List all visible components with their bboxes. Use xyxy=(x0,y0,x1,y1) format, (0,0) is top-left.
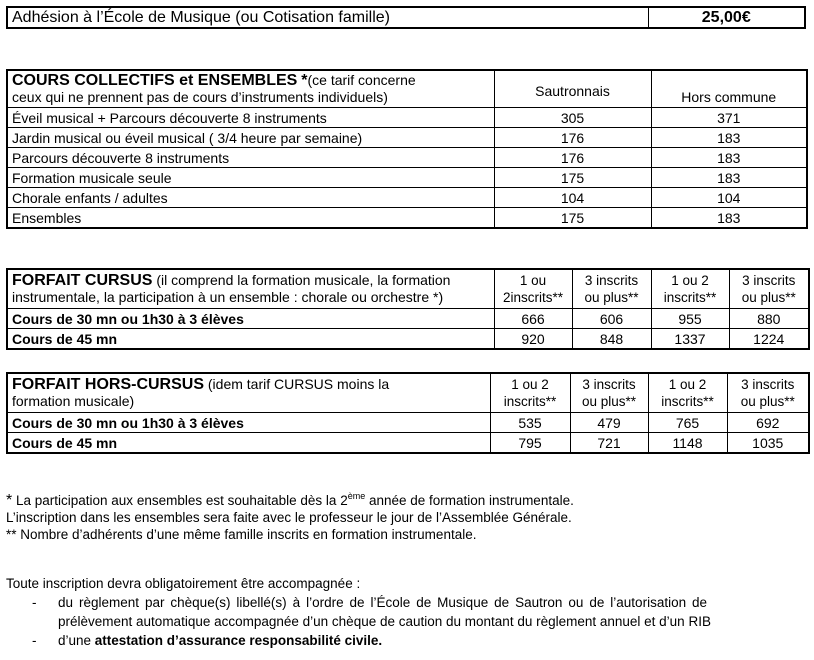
inscription-intro: Toute inscription devra obligatoirement être accompagnée : xyxy=(6,576,361,591)
price-sautronnais: 104 xyxy=(494,188,651,208)
collectifs-header xyxy=(7,70,494,108)
footnote-1 xyxy=(6,488,806,509)
adhesion-table xyxy=(6,6,806,29)
footnote-1-sup: ème xyxy=(347,491,366,501)
col-header-line2: ou plus** xyxy=(584,290,639,305)
col-header-line2: inscrits** xyxy=(661,394,714,409)
collectifs-col-sautronnais: Sautronnais xyxy=(494,70,651,108)
col-header-line1: 1 ou 2 xyxy=(668,377,707,392)
table-row xyxy=(7,433,809,454)
col-header-line2: ou plus** xyxy=(581,394,637,409)
hors-cursus-header-row xyxy=(7,373,809,413)
hors-cursus-title: FORFAIT HORS-CURSUS xyxy=(12,376,204,393)
row-label: Formation musicale seule xyxy=(7,168,494,188)
price-sautronnais: 176 xyxy=(494,128,651,148)
col-header-line1: 1 ou 2 xyxy=(671,273,709,288)
price-cell: 955 xyxy=(651,309,729,329)
hors-cursus-header xyxy=(7,373,490,413)
price-hors-commune: 371 xyxy=(651,108,807,128)
price-cell: 795 xyxy=(490,433,570,454)
footnote-1-text-a: La participation aux ensembles est souhaitable dès la 2 xyxy=(12,493,348,508)
price-cell: 1337 xyxy=(651,329,729,350)
price-sautronnais: 175 xyxy=(494,208,651,229)
collectifs-title: COURS COLLECTIFS et ENSEMBLES xyxy=(12,72,298,89)
cursus-col-header xyxy=(651,269,729,309)
table-row xyxy=(7,413,809,433)
row-label: Cours de 45 mn xyxy=(7,329,494,350)
price-cell: 1224 xyxy=(729,329,809,350)
col-header-line2: inscrits** xyxy=(663,290,717,305)
col-header-line1: 1 ou 2 xyxy=(511,377,549,392)
inscription-item-1-line-1: du règlement par chèque(s) libellé(s) à l’ordre de l’École de Musique de Sautron ou de l’autorisation de xyxy=(58,595,708,610)
inscription-section xyxy=(6,574,806,650)
col-header-line1: 3 inscrits xyxy=(742,273,796,288)
price-sautronnais: 175 xyxy=(494,168,651,188)
hors-cursus-col-header xyxy=(648,373,727,413)
cursus-title: FORFAIT CURSUS xyxy=(12,272,153,289)
row-label: Éveil musical + Parcours découverte 8 instruments xyxy=(7,108,494,128)
collectifs-star: * xyxy=(301,72,308,89)
hors-cursus-table xyxy=(6,372,810,454)
row-label: Cours de 30 mn ou 1h30 à 3 élèves xyxy=(7,413,490,433)
col-header-line1: 3 inscrits xyxy=(582,377,636,392)
table-row xyxy=(7,168,807,188)
cursus-note-a: (il comprend la formation musicale, la formation xyxy=(152,272,451,288)
hors-cursus-col-header xyxy=(490,373,570,413)
cursus-header-row xyxy=(7,269,809,309)
price-hors-commune: 183 xyxy=(651,208,807,229)
table-row xyxy=(7,329,809,350)
adhesion-row xyxy=(7,7,805,28)
table-row xyxy=(7,148,807,168)
footnote-2: L’inscription dans les ensembles sera faite avec le professeur le jour de l’Assemblée Générale. xyxy=(6,510,572,525)
cursus-table xyxy=(6,268,810,350)
col-header-line2: ou plus** xyxy=(741,290,796,305)
price-hors-commune: 183 xyxy=(651,128,807,148)
collectifs-note-1: (ce tarif concerne xyxy=(307,72,416,88)
hors-cursus-col-header xyxy=(727,373,809,413)
cursus-note-b: instrumentale, la participation à un ensemble : chorale ou orchestre *) xyxy=(12,289,444,305)
inscription-item-1-line-2: prélèvement automatique accompagnée d’un chèque de caution du montant du règlement annuel et d’un RIB xyxy=(58,614,711,629)
cursus-col-header xyxy=(494,269,572,309)
price-cell: 606 xyxy=(572,309,651,329)
price-cell: 692 xyxy=(727,413,809,433)
footnote-star: * xyxy=(6,492,13,509)
price-cell: 535 xyxy=(490,413,570,433)
col-header-line1: 1 ou xyxy=(519,273,547,288)
price-cell: 721 xyxy=(570,433,648,454)
price-hors-commune: 104 xyxy=(651,188,807,208)
row-label: Chorale enfants / adultes xyxy=(7,188,494,208)
footnotes xyxy=(6,488,806,543)
hors-cursus-note-a: (idem tarif CURSUS moins la xyxy=(204,376,390,392)
price-cell: 666 xyxy=(494,309,572,329)
table-row xyxy=(7,188,807,208)
adhesion-price: 25,00€ xyxy=(648,7,805,28)
row-label: Cours de 45 mn xyxy=(7,433,490,454)
col-header-line2: ou plus** xyxy=(740,394,795,409)
inscription-item-2 xyxy=(6,631,806,650)
collectifs-table xyxy=(6,69,808,229)
price-hors-commune: 183 xyxy=(651,168,807,188)
table-row xyxy=(7,208,807,229)
row-label: Cours de 30 mn ou 1h30 à 3 élèves xyxy=(7,309,494,329)
table-row xyxy=(7,108,807,128)
collectifs-header-row xyxy=(7,70,807,108)
cursus-col-header xyxy=(729,269,809,309)
price-cell: 920 xyxy=(494,329,572,350)
col-header-line2: inscrits** xyxy=(503,394,557,409)
price-cell: 479 xyxy=(570,413,648,433)
cursus-col-header xyxy=(572,269,651,309)
row-label: Parcours découverte 8 instruments xyxy=(7,148,494,168)
collectifs-note-2: ceux qui ne prennent pas de cours d’instruments individuels) xyxy=(12,89,388,105)
inscription-item-2-text: d’une xyxy=(58,633,95,648)
price-sautronnais: 305 xyxy=(494,108,651,128)
table-row xyxy=(7,128,807,148)
price-cell: 1035 xyxy=(727,433,809,454)
price-cell: 848 xyxy=(572,329,651,350)
row-label: Jardin musical ou éveil musical ( 3/4 heure par semaine) xyxy=(7,128,494,148)
price-hors-commune: 183 xyxy=(651,148,807,168)
price-cell: 765 xyxy=(648,413,727,433)
footnote-3: ** Nombre d’adhérents d’une même famille inscrits en formation instrumentale. xyxy=(6,527,477,542)
hors-cursus-note-b: formation musicale) xyxy=(12,393,135,409)
dash-bullet: - xyxy=(32,595,37,610)
inscription-item-2-bold: attestation d’assurance responsabilité civile. xyxy=(94,633,383,648)
collectifs-col-hors-commune: Hors commune xyxy=(651,70,807,108)
adhesion-label: Adhésion à l’École de Musique (ou Cotisation famille) xyxy=(7,7,648,28)
price-cell: 1148 xyxy=(648,433,727,454)
dash-bullet: - xyxy=(32,633,37,648)
hors-cursus-col-header xyxy=(570,373,648,413)
col-header-line1: 3 inscrits xyxy=(741,377,795,392)
price-cell: 880 xyxy=(729,309,809,329)
price-sautronnais: 176 xyxy=(494,148,651,168)
col-header-line2: 2inscrits** xyxy=(502,290,564,305)
col-header-line1: 3 inscrits xyxy=(584,273,639,288)
footnote-1-text-b: année de formation instrumentale. xyxy=(365,493,574,508)
row-label: Ensembles xyxy=(7,208,494,229)
inscription-item-1 xyxy=(6,593,806,631)
cursus-header xyxy=(7,269,494,309)
table-row xyxy=(7,309,809,329)
